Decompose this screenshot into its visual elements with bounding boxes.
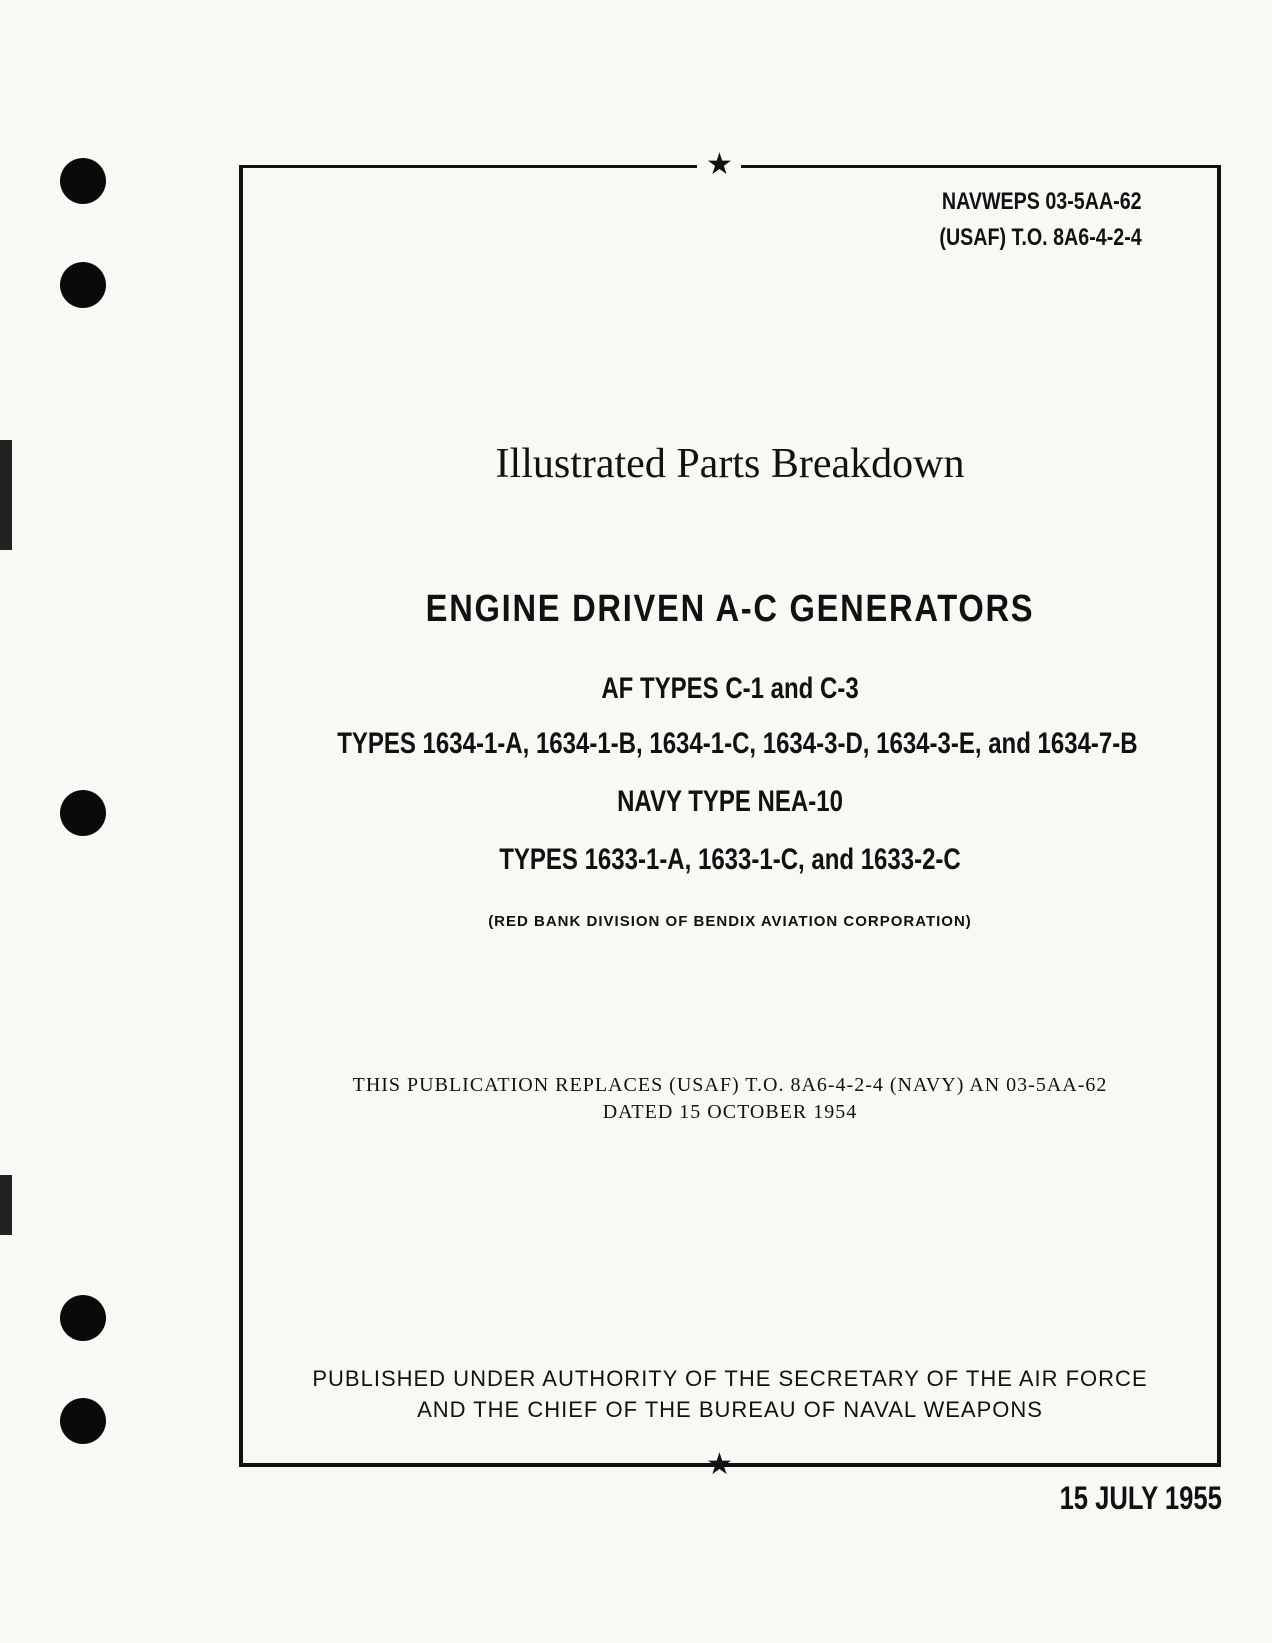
authority-line1: PUBLISHED UNDER AUTHORITY OF THE SECRETARY OF THE AIR FORCE — [312, 1366, 1148, 1391]
page-edge-mark — [0, 440, 12, 550]
binder-hole — [60, 1398, 106, 1444]
navy-doc-number: NAVWEPS 03-5AA-62 — [942, 188, 1142, 215]
publication-date: 15 JULY 1955 — [1059, 1480, 1222, 1516]
af-model-types: TYPES 1634-1-A, 1634-1-B, 1634-1-C, 1634-3-D, 1634-3-E, and 1634-7-B — [337, 727, 1138, 760]
af-types: AF TYPES C-1 and C-3 — [601, 672, 859, 705]
usaf-doc-number: (USAF) T.O. 8A6-4-2-4 — [939, 224, 1142, 251]
binder-hole — [60, 790, 106, 836]
document-title: Illustrated Parts Breakdown — [495, 441, 965, 487]
binder-hole — [60, 262, 106, 308]
binder-hole — [60, 1295, 106, 1341]
border-top-left — [239, 165, 697, 168]
star-icon: ★ — [706, 1447, 733, 1482]
replacement-notice-line2: DATED 15 OCTOBER 1954 — [602, 1101, 858, 1123]
manufacturer-note: (RED BANK DIVISION OF BENDIX AVIATION CORPORATION) — [488, 913, 972, 930]
page-edge-mark — [0, 1175, 12, 1235]
subject-heading: ENGINE DRIVEN A-C GENERATORS — [425, 588, 1035, 630]
replacement-notice-line1: THIS PUBLICATION REPLACES (USAF) T.O. 8A6-4-2-4 (NAVY) AN 03-5AA-62 — [352, 1074, 1108, 1096]
border-top-right — [741, 165, 1221, 168]
binder-hole — [60, 158, 106, 204]
navy-type: NAVY TYPE NEA-10 — [617, 785, 843, 818]
navy-model-types: TYPES 1633-1-A, 1633-1-C, and 1633-2-C — [499, 843, 961, 876]
star-icon: ★ — [706, 147, 733, 182]
authority-line2: AND THE CHIEF OF THE BUREAU OF NAVAL WEAPONS — [417, 1397, 1043, 1422]
